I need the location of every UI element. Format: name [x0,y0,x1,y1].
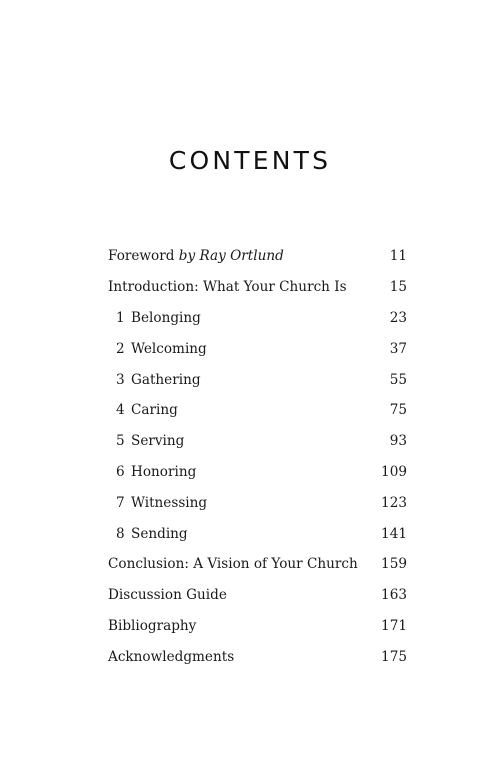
entry-label: Discussion Guide [108,587,227,604]
entry-label: Conclusion: A Vision of Your Church [108,556,358,573]
page-number: 109 [381,463,407,480]
page-number: 171 [381,617,407,634]
toc-entry-chapter-6 [108,457,407,488]
page-number: 75 [389,402,407,419]
entry-label: Welcoming [131,340,207,357]
toc-entry-chapter-7 [108,487,407,518]
entry-title [108,372,201,388]
entry-label: Bibliography [108,617,197,634]
chapter-number: 6 [116,463,125,480]
toc-entry-chapter-1 [108,303,407,334]
entry-title [108,248,284,264]
entry-label: Introduction: What Your Church Is [108,279,347,296]
entry-title [108,279,347,295]
table-of-contents [108,241,407,672]
entry-label: Honoring [131,463,197,480]
chapter-number: 5 [116,433,125,450]
toc-entry-chapter-5 [108,426,407,457]
entry-label: Serving [131,433,185,450]
entry-title [108,495,207,511]
entry-title [108,526,188,542]
page-number: 159 [381,556,407,573]
toc-entry-chapter-8 [108,518,407,549]
entry-title [108,402,178,418]
toc-entry-acknowledgments [108,641,407,672]
toc-entry-chapter-3 [108,364,407,395]
page-title: CONTENTS [168,146,332,175]
entry-label: Foreword [108,248,179,265]
page-number: 15 [389,279,407,296]
entry-label: Witnessing [131,494,208,511]
entry-label: Belonging [131,309,201,326]
entry-label: Gathering [131,371,201,388]
toc-entry-bibliography [108,611,407,642]
toc-entry-chapter-2 [108,333,407,364]
entry-title [108,341,207,357]
chapter-number: 4 [116,402,125,419]
entry-title [108,649,234,665]
page-number: 163 [381,587,407,604]
page-number: 93 [389,433,407,450]
chapter-number: 2 [116,340,125,357]
entry-title [108,433,184,449]
chapter-number: 8 [116,525,125,542]
page-number: 37 [389,340,407,357]
chapter-number: 7 [116,494,125,511]
toc-entry-discussion-guide [108,580,407,611]
entry-label: Acknowledgments [108,648,235,665]
chapter-number: 3 [116,371,125,388]
page-number: 141 [381,525,407,542]
toc-entry-conclusion [108,549,407,580]
entry-title [108,310,201,326]
toc-entry-chapter-4 [108,395,407,426]
entry-title [108,618,196,634]
entry-label: Caring [131,402,178,419]
toc-entry-foreword [108,241,407,272]
entry-title [108,556,358,572]
page-number: 55 [389,371,407,388]
entry-author: by Ray Ortlund [178,248,284,265]
page-number: 175 [381,648,407,665]
entry-title [108,587,227,603]
entry-label: Sending [131,525,188,542]
page-number: 11 [389,248,407,265]
entry-title [108,464,196,480]
page-number: 123 [381,494,407,511]
page-number: 23 [389,309,407,326]
chapter-number: 1 [116,309,125,326]
toc-entry-introduction [108,272,407,303]
